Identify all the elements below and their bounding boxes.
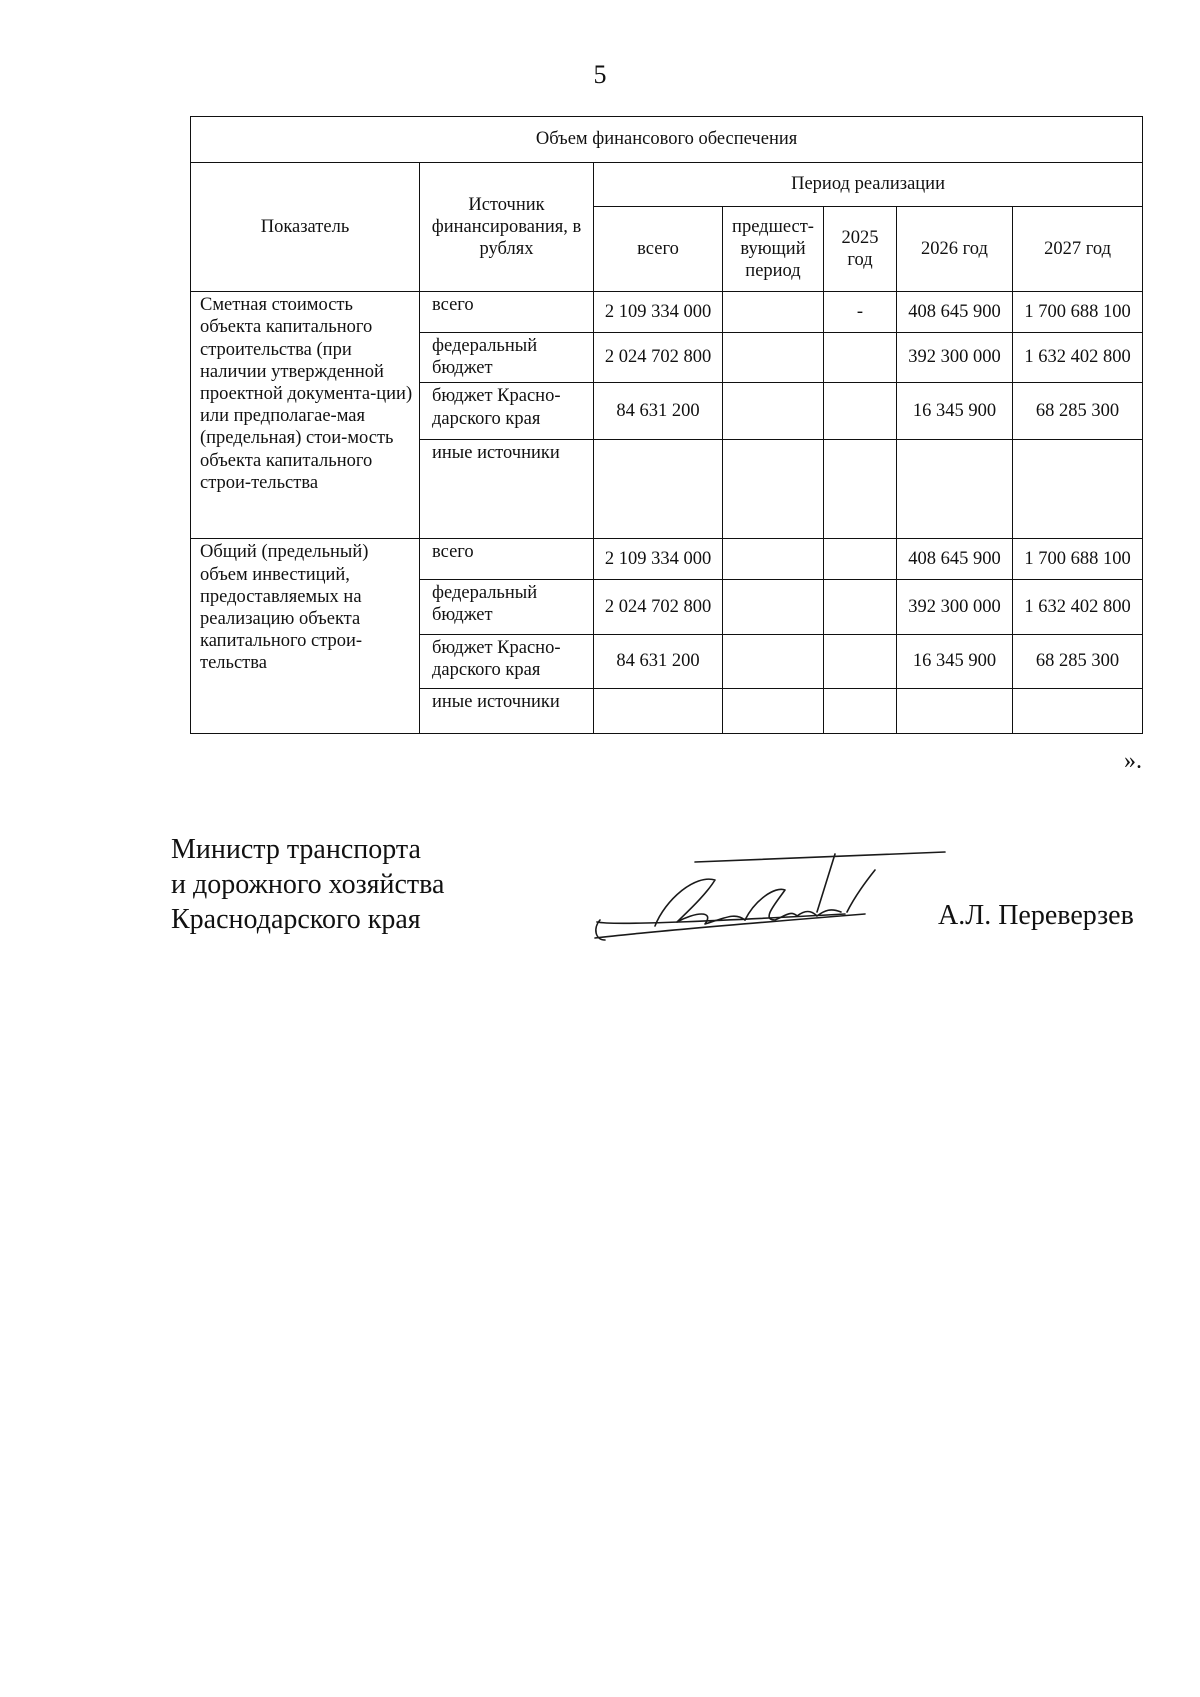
indicator-cell: Сметная стоимость объекта капитального строительства (при наличии утвержденной проектной документа-ции) или предполагае-мая (предельная) стои-мость объекта капитального строи-тельства [191, 292, 420, 539]
y2027-cell: 1 632 402 800 [1013, 332, 1143, 383]
header-period: Период реализации [594, 162, 1143, 207]
source-cell: бюджет Красно-дарского края [420, 383, 594, 440]
header-2026: 2026 год [897, 207, 1013, 292]
total-cell [594, 689, 723, 734]
previous-cell [723, 689, 824, 734]
position-line: Министр транспорта [171, 834, 421, 865]
total-cell: 2 024 702 800 [594, 579, 723, 634]
y2026-cell: 408 645 900 [897, 292, 1013, 333]
y2026-cell: 16 345 900 [897, 634, 1013, 689]
position-line: и дорожного хозяйства [171, 869, 445, 900]
source-cell: всего [420, 292, 594, 333]
position-line: Краснодарского края [171, 904, 421, 935]
y2026-cell: 392 300 000 [897, 332, 1013, 383]
y2025-cell [824, 332, 897, 383]
y2025-cell [824, 440, 897, 539]
header-previous: предшест-вующий период [723, 207, 824, 292]
y2026-cell: 408 645 900 [897, 539, 1013, 580]
page-number: 5 [593, 60, 607, 89]
source-cell: федеральный бюджет [420, 579, 594, 634]
y2025-cell: - [824, 292, 897, 333]
total-cell: 2 109 334 000 [594, 539, 723, 580]
header-2027: 2027 год [1013, 207, 1143, 292]
header-indicator: Показатель [191, 162, 420, 292]
y2025-cell [824, 689, 897, 734]
total-cell: 84 631 200 [594, 383, 723, 440]
y2027-cell [1013, 440, 1143, 539]
closing-quote: ». [1124, 748, 1142, 774]
handwritten-signature [585, 840, 965, 950]
header-source: Источник финансирования, в рублях [420, 162, 594, 292]
previous-cell [723, 440, 824, 539]
source-cell: иные источники [420, 689, 594, 734]
y2027-cell: 68 285 300 [1013, 634, 1143, 689]
total-cell: 84 631 200 [594, 634, 723, 689]
y2027-cell: 1 700 688 100 [1013, 292, 1143, 333]
y2027-cell: 68 285 300 [1013, 383, 1143, 440]
table-row [191, 539, 1143, 580]
header-total: всего [594, 207, 723, 292]
previous-cell [723, 634, 824, 689]
y2027-cell: 1 700 688 100 [1013, 539, 1143, 580]
y2026-cell [897, 689, 1013, 734]
y2026-cell: 392 300 000 [897, 579, 1013, 634]
y2027-cell: 1 632 402 800 [1013, 579, 1143, 634]
y2025-cell [824, 634, 897, 689]
total-cell [594, 440, 723, 539]
y2026-cell: 16 345 900 [897, 383, 1013, 440]
y2025-cell [824, 579, 897, 634]
indicator-cell: Общий (предельный) объем инвестиций, предоставляемых на реализацию объекта капитального строи-тельства [191, 539, 420, 734]
financing-table [190, 116, 1143, 734]
table-row [191, 292, 1143, 333]
source-cell: федеральный бюджет [420, 332, 594, 383]
source-cell: бюджет Красно-дарского края [420, 634, 594, 689]
previous-cell [723, 539, 824, 580]
table-caption: Объем финансового обеспечения [191, 117, 1143, 163]
total-cell: 2 109 334 000 [594, 292, 723, 333]
y2027-cell [1013, 689, 1143, 734]
previous-cell [723, 579, 824, 634]
previous-cell [723, 292, 824, 333]
y2025-cell [824, 383, 897, 440]
previous-cell [723, 383, 824, 440]
y2025-cell [824, 539, 897, 580]
signatory-name: А.Л. Переверзев [938, 900, 1134, 931]
signatory-position [171, 832, 444, 937]
source-cell: иные источники [420, 440, 594, 539]
y2026-cell [897, 440, 1013, 539]
previous-cell [723, 332, 824, 383]
header-2025: 2025 год [824, 207, 897, 292]
source-cell: всего [420, 539, 594, 580]
total-cell: 2 024 702 800 [594, 332, 723, 383]
